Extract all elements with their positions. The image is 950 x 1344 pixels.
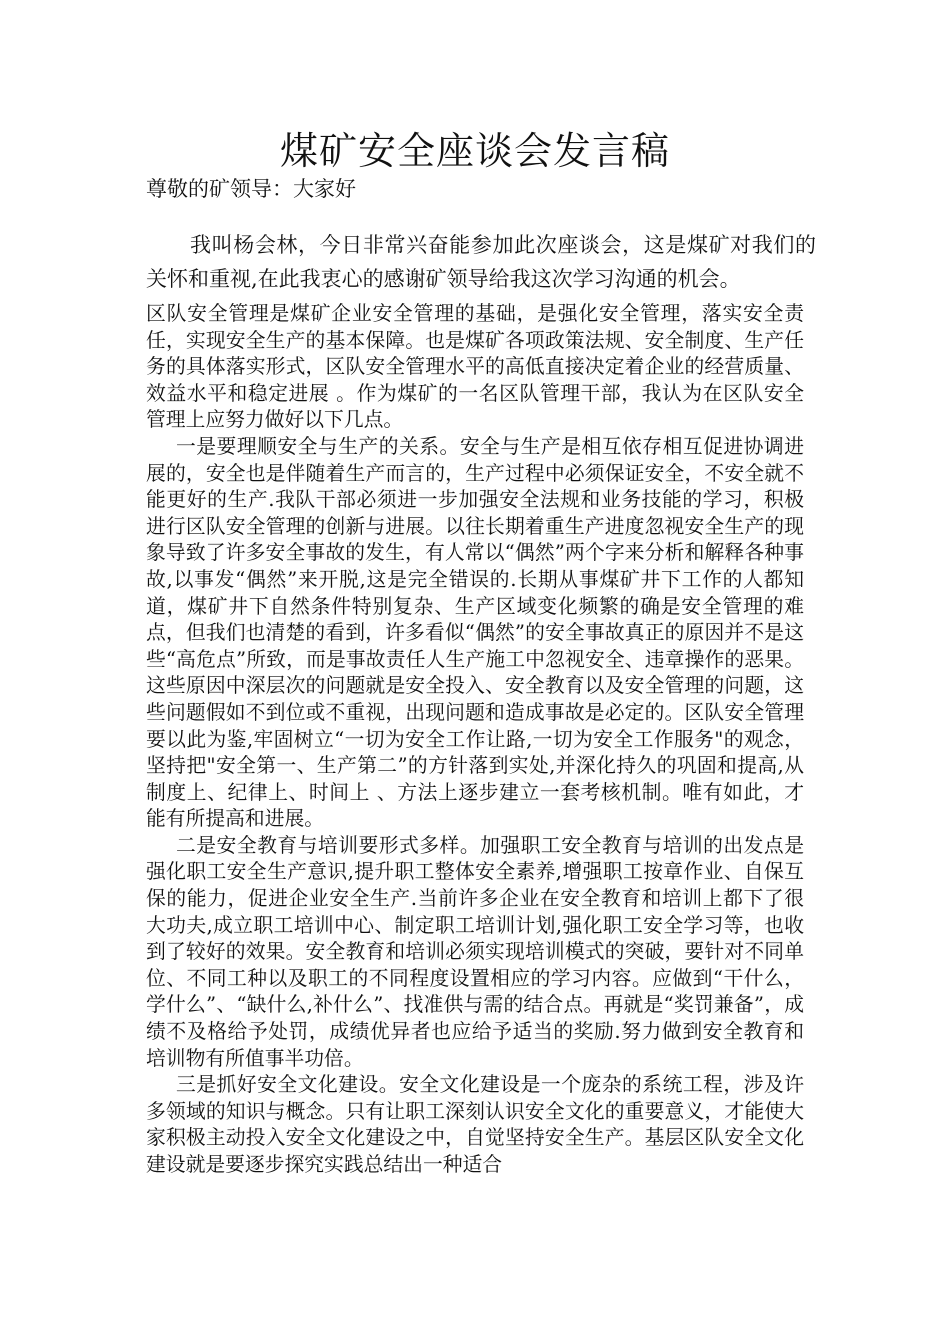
salutation: 尊敬的矿领导：大家好 (146, 177, 356, 201)
paragraph-point-two: 二是安全教育与培训要形式多样。加强职工安全教育与培训的出发点是强化职工安全生产意识,提升职工整体安全素养,增强职工按章作业、自保互保的能力，促进企业安全生产.当前许多企业在安全教育和培训上都下了很大功夫,成立职工培训中心、制定职工培训计划,强化职工安全学习等，也收到了较好的效果。安全教育和培训必须实现培训模式的突破，要针对不同单位、不同工种以及职工的不同程度设置相应的学习内容。应做到“干什么，学什么”、“缺什么,补什么”、找准供与需的结合点。再就是“奖罚兼备”，成绩不及格给予处罚，成绩优异者也应给予适当的奖励.努力做到安全教育和培训物有所值事半功倍。 (146, 833, 804, 1070)
body-text (146, 301, 804, 1179)
paragraph-point-one: 一是要理顺安全与生产的关系。安全与生产是相互依存相互促进协调进展的，安全也是伴随着生产而言的，生产过程中必须保证安全，不安全就不能更好的生产.我队干部必须进一步加强安全法规和业务技能的学习，积极进行区队安全管理的创新与进展。以往长期着重生产进度忽视安全生产的现象导致了许多安全事故的发生，有人常以“偶然”两个字来分析和解释各种事故,以事发“偶然”来开脱,这是完全错误的.长期从事煤矿井下工作的人都知道，煤矿井下自然条件特别复杂、生产区域变化频繁的确是安全管理的难点，但我们也清楚的看到，许多看似“偶然”的安全事故真正的原因并不是这些“高危点”所致，而是事故责任人生产施工中忽视安全、违章操作的恶果。这些原因中深层次的问题就是安全投入、安全教育以及安全管理的问题，这些问题假如不到位或不重视，出现问题和造成事故是必定的。区队安全管理要以此为鉴,牢固树立“一切为安全工作让路,一切为安全工作服务"的观念，坚持把"安全第一、生产第二”的方针落到实处,并深化持久的巩固和提高,从制度上、纪律上、时间上 、方法上逐步建立一套考核机制。唯有如此，才能有所提高和进展。 (146, 434, 804, 831)
paragraph-point-three: 三是抓好安全文化建设。安全文化建设是一个庞杂的系统工程，涉及许多领域的知识与概念。只有让职工深刻认识安全文化的重要意义，才能使大家积极主动投入安全文化建设之中，自觉坚持安全生产。基层区队安全文化建设就是要逐步探究实践总结出一种适合 (146, 1073, 804, 1176)
intro-paragraph: 我叫杨会林，今日非常兴奋能参加此次座谈会，这是煤矿对我们的关怀和重视,在此我衷心的感谢矿领导给我这次学习沟通的机会。 (146, 233, 816, 291)
document-title: 煤矿安全座谈会发言稿 (279, 129, 670, 173)
paragraph-overview: 区队安全管理是煤矿企业安全管理的基础，是强化安全管理，落实安全责任，实现安全生产的基本保障。也是煤矿各项政策法规、安全制度、生产任务的具体落实形式，区队安全管理水平的高低直接决定着企业的经营质量、效益水平和稳定进展 。作为煤矿的一名区队管理干部，我认为在区队安全管理上应努力做好以下几点。 (146, 302, 804, 432)
